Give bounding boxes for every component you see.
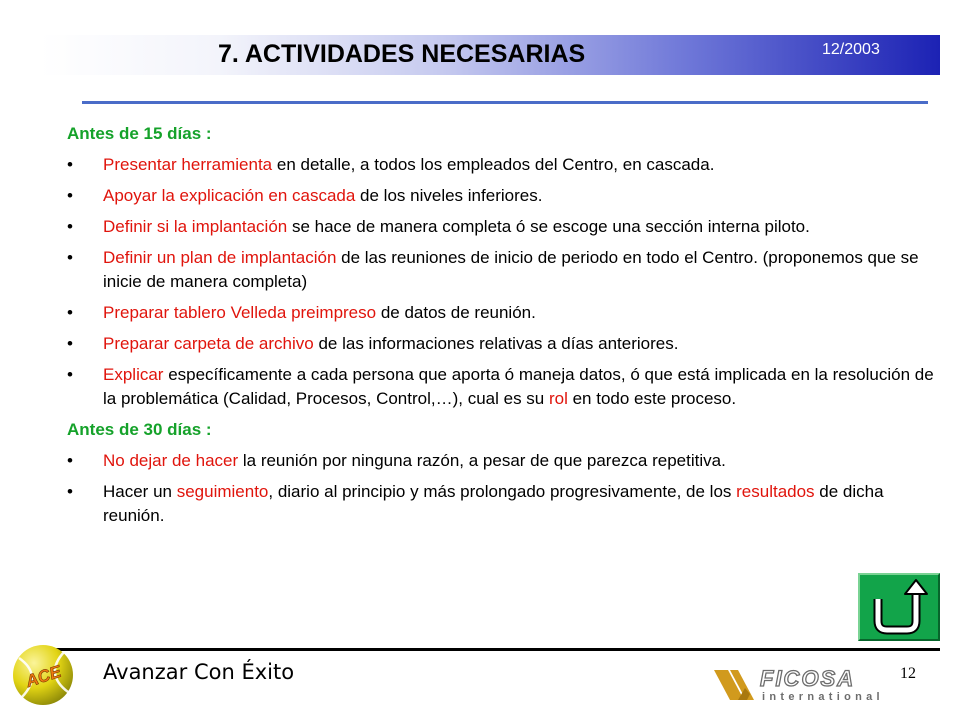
highlight-text: Preparar tablero Velleda preimpreso <box>103 303 377 322</box>
highlight-text: Definir si la implantación <box>103 217 288 236</box>
list-item <box>67 332 947 356</box>
page-number: 12 <box>900 665 916 682</box>
slide-date: 12/2003 <box>822 41 880 58</box>
section-30-days <box>67 418 947 528</box>
list-item <box>67 449 947 473</box>
item-text: en detalle, a todos los empleados del Centro, en cascada. <box>272 155 715 174</box>
highlight-text: Presentar herramienta <box>103 155 273 174</box>
ficosa-logo-subtext: international <box>762 691 884 703</box>
list-item <box>67 301 947 325</box>
highlight-text: rol <box>548 389 568 408</box>
slide-content <box>67 122 947 535</box>
highlight-text: Explicar <box>103 365 164 384</box>
ficosa-logo <box>712 664 887 711</box>
list-item <box>67 246 947 294</box>
item-text: de las informaciones relativas a días anteriores. <box>313 334 679 353</box>
return-button[interactable] <box>858 573 940 641</box>
highlight-text: No dejar de hacer <box>103 451 239 470</box>
section-heading: Antes de 15 días : <box>67 124 212 143</box>
footer-divider <box>40 648 940 651</box>
highlight-text: Preparar carpeta de archivo <box>103 334 314 353</box>
bullet-list <box>67 449 947 528</box>
highlight-text: Apoyar la explicación en cascada <box>103 186 356 205</box>
list-item <box>67 480 947 528</box>
highlight-text: Definir un plan de implantación <box>103 248 337 267</box>
u-turn-arrow-icon <box>860 575 938 639</box>
list-item <box>67 184 947 208</box>
item-text: Hacer un <box>103 482 177 501</box>
bullet-list <box>67 153 947 411</box>
item-text: específicamente a cada persona que aporta ó maneja datos, ó que está implicada en la resolución de la problemática (Calidad, Procesos, Control,…), cual es su <box>103 365 934 408</box>
item-text: la reunión por ninguna razón, a pesar de que parezca repetitiva. <box>238 451 726 470</box>
section-heading: Antes de 30 días : <box>67 420 212 439</box>
list-item <box>67 363 947 411</box>
ace-logo-text: ACE <box>23 661 64 692</box>
highlight-text: seguimiento <box>176 482 269 501</box>
item-text: se hace de manera completa ó se escoge una sección interna piloto. <box>287 217 810 236</box>
page-title: 7. ACTIVIDADES NECESARIAS <box>218 40 586 68</box>
ace-logo <box>8 640 78 715</box>
item-text: de los niveles inferiores. <box>355 186 543 205</box>
list-item <box>67 215 947 239</box>
footer-slogan: Avanzar Con Éxito <box>103 660 295 684</box>
title-divider <box>82 101 928 104</box>
item-text: de dicha reunión. <box>103 482 884 525</box>
item-text: en todo este proceso. <box>567 389 737 408</box>
item-text: de las reuniones de inicio de periodo en todo el Centro. (proponemos que se inicie de manera completa) <box>103 248 919 291</box>
highlight-text: resultados <box>736 482 815 501</box>
item-text: de datos de reunión. <box>376 303 536 322</box>
section-15-days <box>67 122 947 411</box>
ficosa-logo-text: FICOSA <box>760 666 856 691</box>
item-text: , diario al principio y más prolongado progresivamente, de los <box>268 482 737 501</box>
list-item <box>67 153 947 177</box>
